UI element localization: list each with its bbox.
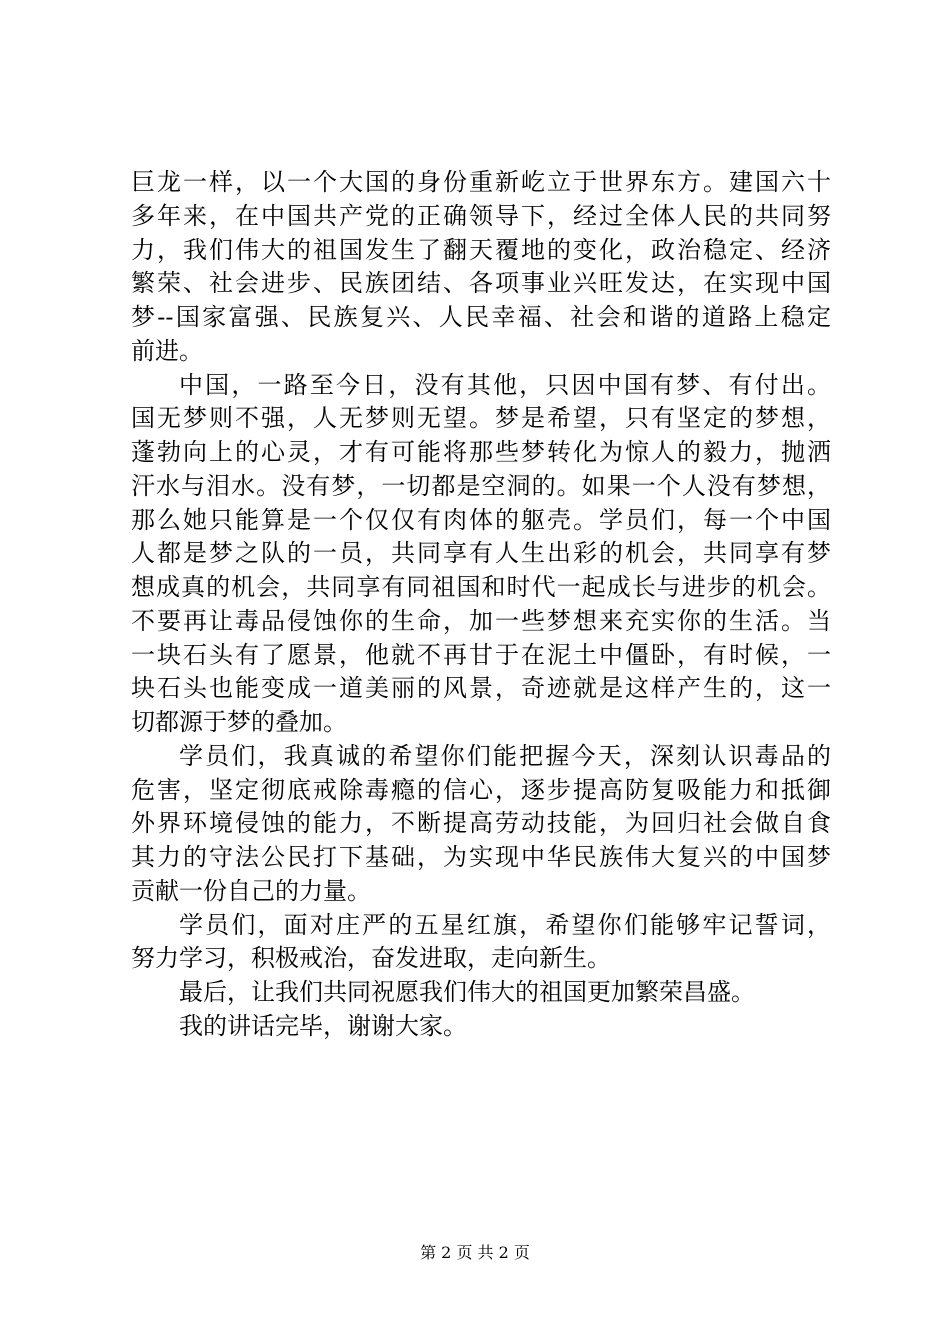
text-line: 多年来，在中国共产党的正确领导下，经过全体人民的共同努 [131,201,831,230]
text-line: 汗水与泪水。没有梦，一切都是空洞的。如果一个人没有梦想， [131,471,831,500]
paragraph-start-line: 我的讲话完毕，谢谢大家。 [179,1011,467,1040]
text-line: 不要再让毒品侵蚀你的生命，加一些梦想来充实你的生活。当 [131,606,831,635]
document-body [131,166,831,1044]
page-footer: 第 2 页 共 2 页 [420,1243,530,1262]
text-line: 危害，坚定彻底戒除毒瘾的信心，逐步提高防复吸能力和抵御 [131,775,831,804]
text-line: 力，我们伟大的祖国发生了翻天覆地的变化，政治稳定、经济 [131,235,831,264]
text-line: 梦--国家富强、民族复兴、人民幸福、社会和谐的道路上稳定 [131,303,831,331]
text-line: 贡献一份自己的力量。 [131,876,371,905]
text-line: 一块石头有了愿景，他就不再甘于在泥土中僵卧，有时候，一 [131,640,831,669]
text-line: 那么她只能算是一个仅仅有肉体的躯壳。学员们，每一个中国 [131,505,831,534]
text-line: 块石头也能变成一道美丽的风景，奇迹就是这样产生的，这一 [131,674,831,703]
text-line: 繁荣、社会进步、民族团结、各项事业兴旺发达，在实现中国 [131,269,831,298]
paragraph-start-line: 学员们，面对庄严的五星红旗，希望你们能够牢记誓词， [179,910,831,939]
paragraph-start-line: 学员们，我真诚的希望你们能把握今天，深刻认识毒品的 [179,741,831,770]
text-line: 努力学习，积极戒治，奋发进取，走向新生。 [131,944,611,973]
paragraph-start-line: 中国，一路至今日，没有其他，只因中国有梦、有付出。 [179,370,831,399]
text-line: 切都源于梦的叠加。 [131,708,347,736]
text-line: 蓬勃向上的心灵，才有可能将那些梦转化为惊人的毅力，抛洒 [131,438,831,466]
text-line: 其力的守法公民打下基础，为实现中华民族伟大复兴的中国梦 [131,843,831,871]
text-line: 巨龙一样，以一个大国的身份重新屹立于世界东方。建国六十 [131,168,831,196]
paragraph-start-line: 最后，让我们共同祝愿我们伟大的祖国更加繁荣昌盛。 [179,978,755,1006]
text-line: 人都是梦之队的一员，共同享有人生出彩的机会，共同享有梦 [131,539,831,568]
text-line: 前进。 [131,336,203,365]
text-line: 外界环境侵蚀的能力，不断提高劳动技能，为回归社会做自食 [131,809,831,838]
text-line: 国无梦则不强，人无梦则无望。梦是希望，只有坚定的梦想， [131,404,831,433]
text-line: 想成真的机会，共同享有同祖国和时代一起成长与进步的机会。 [131,573,831,601]
